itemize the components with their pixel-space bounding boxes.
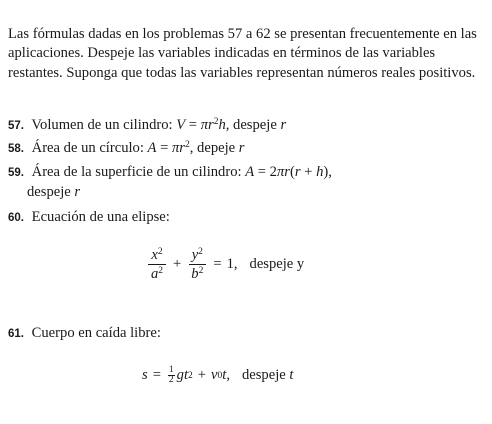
- display-after: despeje: [241, 367, 286, 383]
- problem-text: Área de un círculo:: [31, 140, 148, 156]
- problem-61: [8, 324, 161, 344]
- problem-number: 59.: [8, 167, 24, 179]
- problem-number: 61.: [8, 328, 24, 340]
- fraction-x-over-a: $\frac{x^2}{a^2}$: [148, 247, 166, 282]
- problem-formula: $V = \pi r^2h$: [176, 117, 226, 133]
- problem-after: , depeje: [189, 140, 239, 156]
- problem-after: ,: [328, 164, 332, 180]
- problem-59: [8, 163, 332, 183]
- problem-57: [8, 116, 286, 136]
- fraction-one-half: $\frac{1}{2}$: [168, 365, 174, 385]
- problem-text: Área de la superficie de un cilindro:: [31, 164, 246, 180]
- problem-after: , despeje: [225, 117, 281, 133]
- problem-cont-text: despeje: [27, 184, 75, 200]
- problem-number: 57.: [8, 120, 24, 132]
- problem-text: Volumen de un cilindro:: [31, 117, 177, 133]
- problem-60: [8, 208, 170, 228]
- problem-formula: A = 2πr(r + h): [245, 164, 329, 180]
- problem-variable: r: [238, 140, 245, 156]
- display-after: despeje y: [249, 256, 305, 272]
- problem-variable: r: [74, 184, 81, 200]
- ellipse-equation: $\frac{x^2}{a^2}$ + $\frac{y^2}{b^2}$ = 1, despeje y: [146, 247, 304, 282]
- free-fall-equation: s = $\frac{1}{2}$ gt 2 + v 0 t , despeje t: [142, 365, 294, 385]
- problem-variable: r: [280, 117, 287, 133]
- fraction-y-over-b: $\frac{y^2}{b^2}$: [188, 247, 206, 282]
- problem-text: Ecuación de una elipse:: [31, 209, 170, 225]
- problem-58: [8, 139, 244, 159]
- problem-number: 58.: [8, 143, 24, 155]
- problem-formula: $A = \pi r^2$: [147, 140, 190, 156]
- problem-variable: t: [289, 367, 294, 383]
- problem-text: Cuerpo en caída libre:: [31, 325, 161, 341]
- problem-number: 60.: [8, 212, 24, 224]
- problem-59-continuation: [27, 183, 80, 202]
- instructions-paragraph: Las fórmulas dadas en los problemas 57 a 62 se presentan frecuentemente en las aplicaciones. Despeje las variables indicadas en términos de las variables restantes. Suponga que todas las variables representan números reales positivos.: [8, 26, 477, 81]
